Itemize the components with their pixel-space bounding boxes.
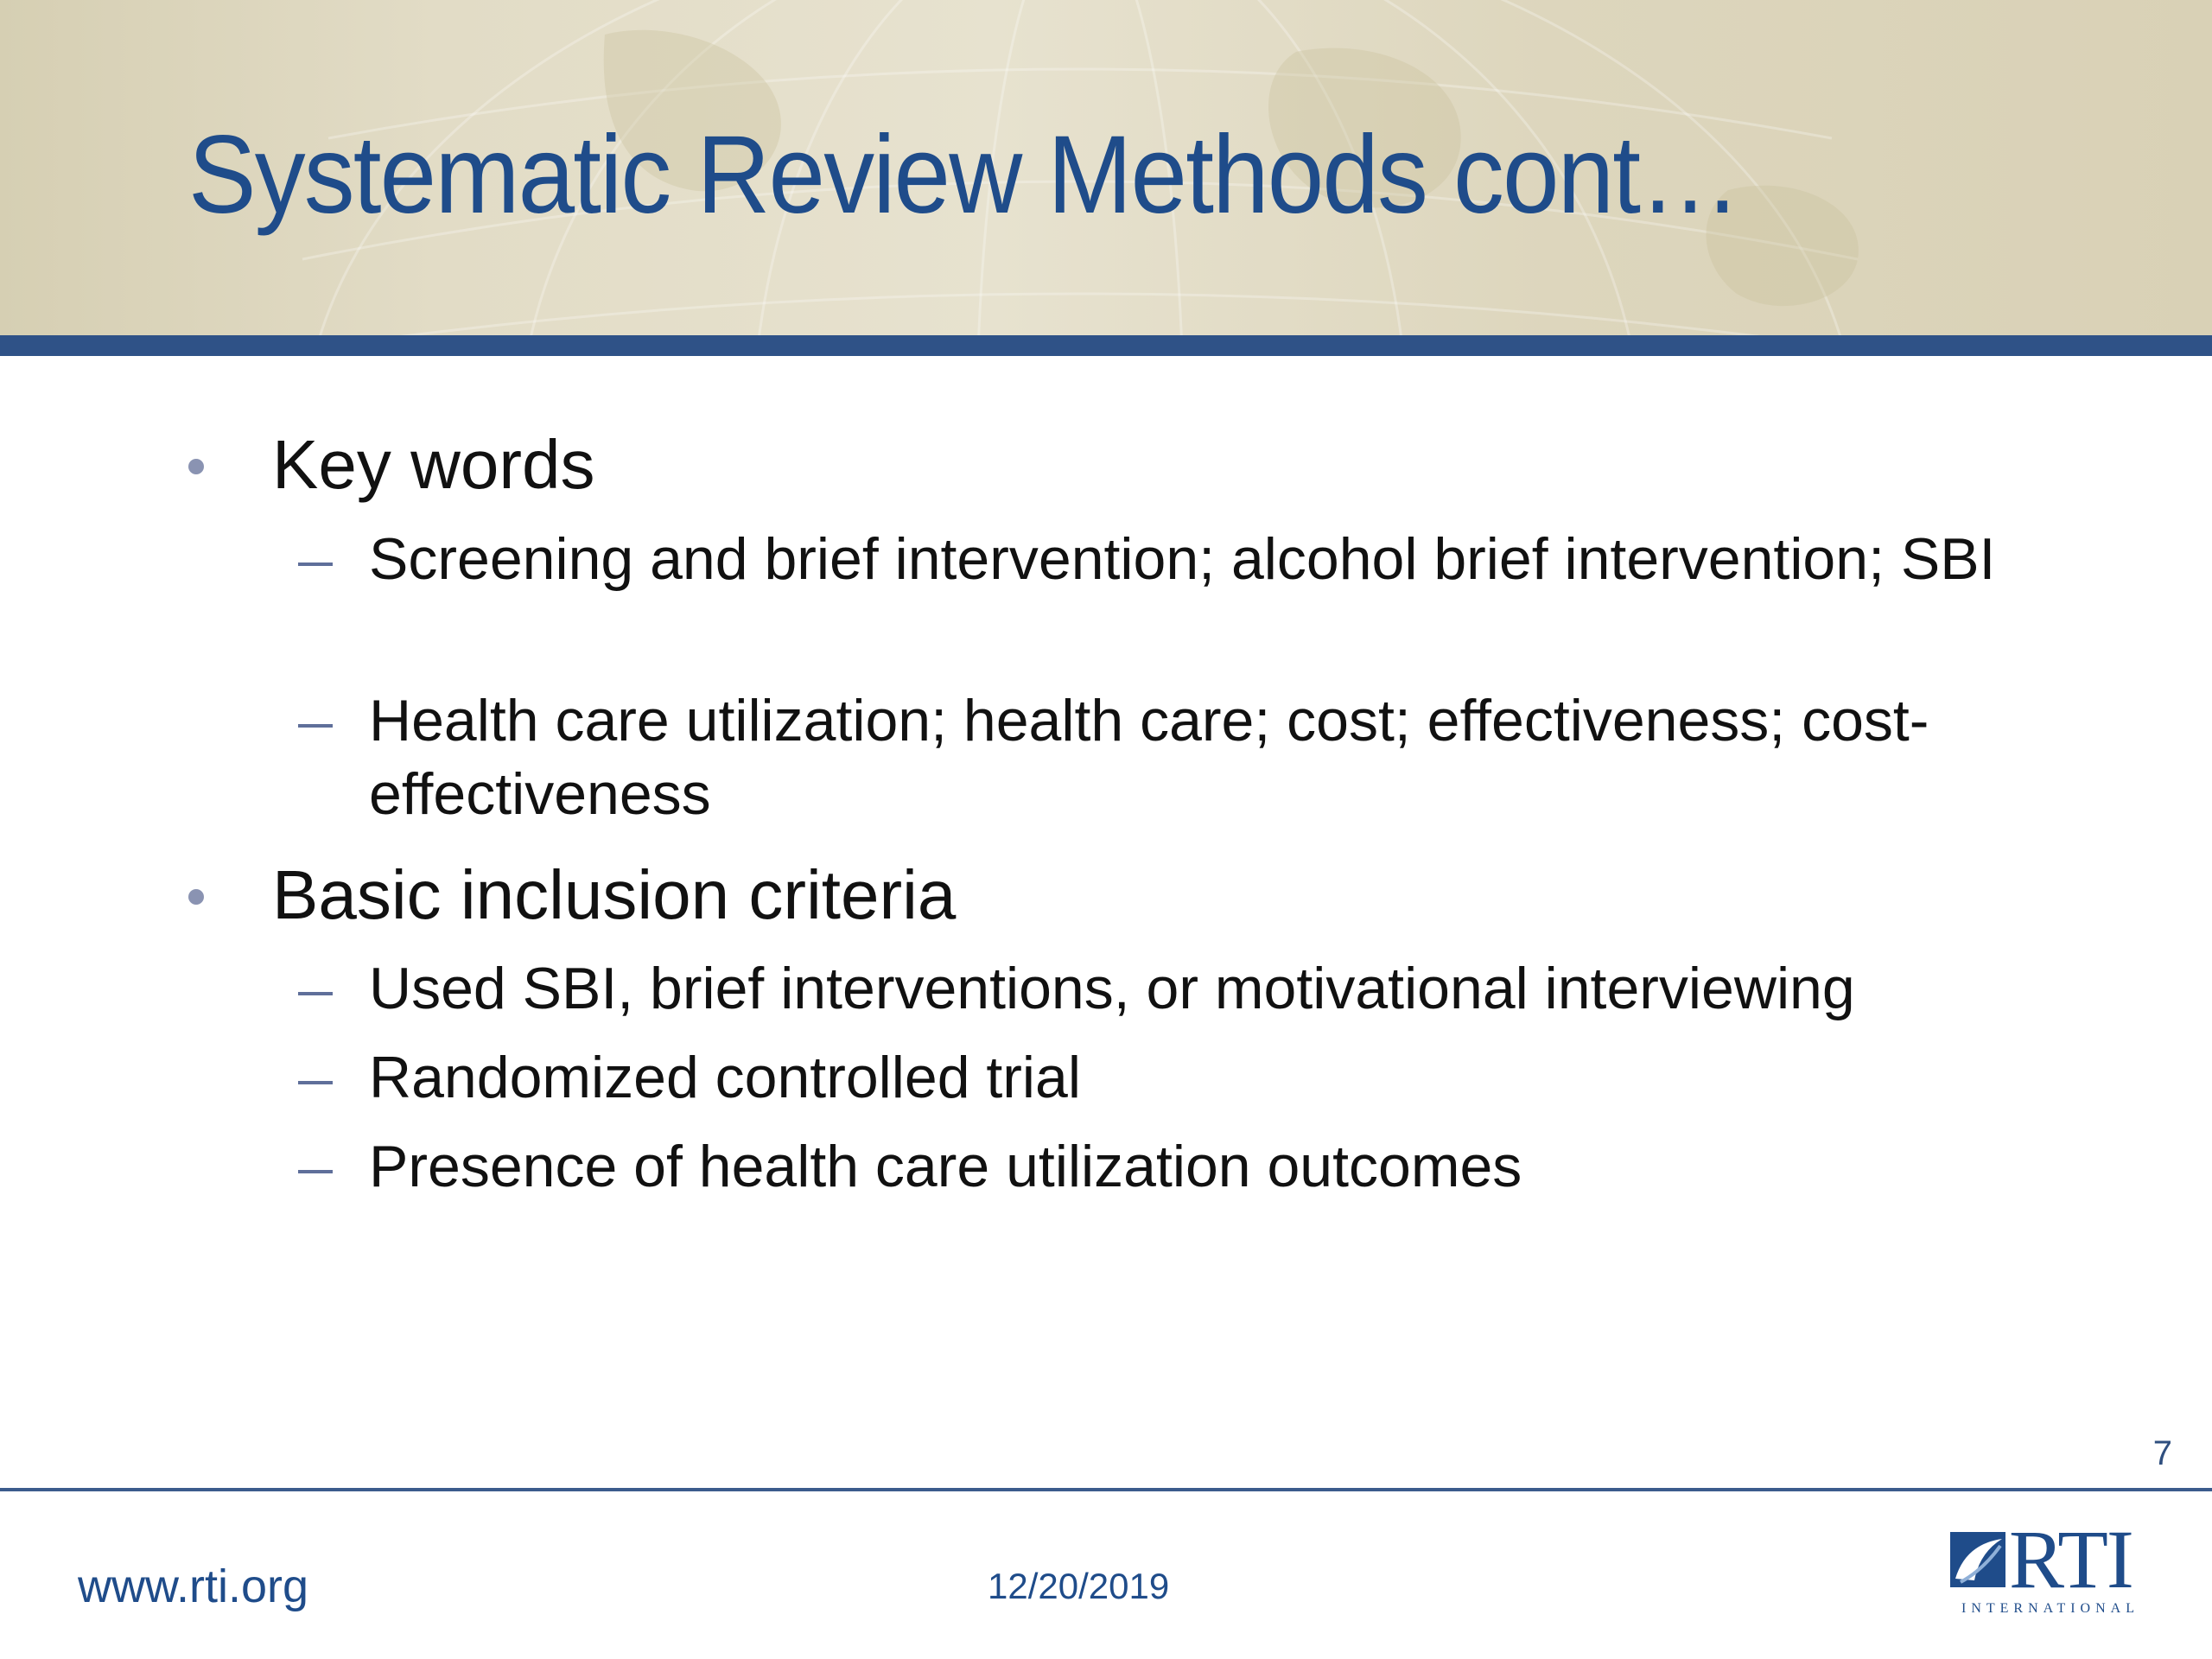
subitem-keywords-health-care: Health care utilization; health care; cost; effectiveness; cost-effectiveness xyxy=(369,688,1929,827)
dash-icon xyxy=(298,563,333,566)
rti-logo-subtext: INTERNATIONAL xyxy=(1961,1601,2139,1616)
bullet-icon xyxy=(188,459,204,474)
rti-logo-text: RTI xyxy=(2009,1513,2133,1605)
dash-icon xyxy=(298,992,333,995)
rti-logo xyxy=(1948,1513,2152,1616)
bullet-icon xyxy=(188,889,204,905)
subitem-keywords-sbi: Screening and brief intervention; alcohol brief intervention; SBI xyxy=(369,526,1996,592)
footer-divider xyxy=(0,1488,2212,1491)
subitem-criteria-rct: Randomized controlled trial xyxy=(369,1045,1081,1110)
subitem-criteria-sbi: Used SBI, brief interventions, or motivational interviewing xyxy=(369,956,1855,1021)
bullet-key-words: Key words xyxy=(272,426,595,503)
dash-icon xyxy=(298,1170,333,1173)
footer-url-link[interactable]: www.rti.org xyxy=(78,1560,309,1612)
dash-icon xyxy=(298,724,333,728)
dash-icon xyxy=(298,1081,333,1084)
slide-title: Systematic Review Methods cont… xyxy=(188,113,1740,237)
bullet-basic-inclusion-criteria: Basic inclusion criteria xyxy=(272,856,957,933)
footer-date: 12/20/2019 xyxy=(988,1566,1170,1606)
subitem-criteria-outcomes: Presence of health care utilization outcomes xyxy=(369,1134,1522,1199)
page-number: 7 xyxy=(2152,1434,2172,1472)
rti-logo-mark-icon xyxy=(1948,1527,2011,1592)
